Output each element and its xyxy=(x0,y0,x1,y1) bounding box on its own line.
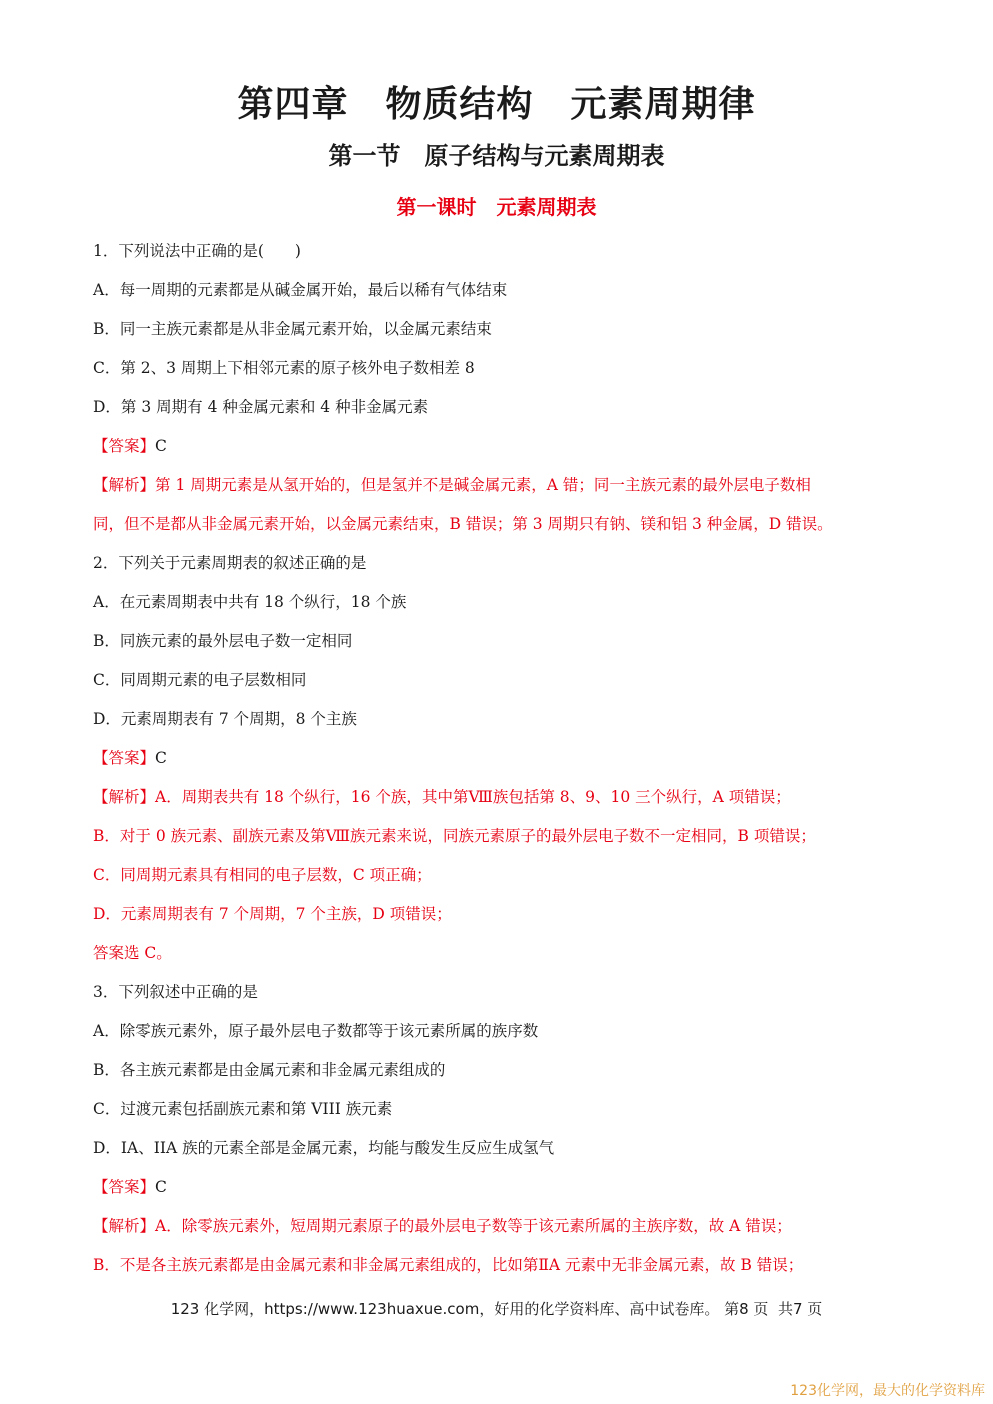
question-2-analysis-line-1 xyxy=(93,787,913,807)
question-1-option-d: D．第 3 周期有 4 种金属元素和 4 种非金属元素 xyxy=(93,398,429,416)
question-3-option-b: B．各主族元素都是由金属元素和非金属元素组成的 xyxy=(93,1061,446,1079)
chapter-title: 第四章 物质结构 元素周期律 xyxy=(237,84,756,125)
question-3-analysis-line-1 xyxy=(93,1216,913,1236)
question-2-analysis-line-3: C．同周期元素具有相同的电子层数，C 项正确； xyxy=(93,866,432,884)
question-2-option-a: A．在元素周期表中共有 18 个纵行，18 个族 xyxy=(93,593,407,611)
question-2-analysis-line-4: D．元素周期表有 7 个周期，7 个主族，D 项错误； xyxy=(93,905,452,923)
question-1-analysis-line-1 xyxy=(93,475,913,495)
section-title: 第一节 原子结构与元素周期表 xyxy=(328,142,665,170)
question-3-option-a: A．除零族元素外，原子最外层电子数都等于该元素所属的族序数 xyxy=(93,1022,539,1040)
answer-value: C xyxy=(155,1178,167,1196)
analysis-text: 第 1 周期元素是从氢开始的，但是氢并不是碱金属元素，A 错；同一主族元素的最外层电子数相 xyxy=(155,476,811,494)
analysis-text: A．周期表共有 18 个纵行，16 个族，其中第Ⅷ族包括第 8、9、10 三个纵行，A 项错误； xyxy=(155,788,791,806)
answer-tag: 【答案】 xyxy=(93,1178,156,1196)
answer-tag: 【答案】 xyxy=(93,437,156,455)
answer-value: C xyxy=(155,437,167,455)
question-2-conclusion: 答案选 C。 xyxy=(93,944,172,962)
question-2-answer xyxy=(93,748,913,768)
page-footer: 123 化学网，https://www.123huaxue.com，好用的化学资料库、高中试卷库。 第8 页 共7 页 xyxy=(170,1300,823,1318)
question-1-stem: 1．下列说法中正确的是( ) xyxy=(93,242,301,260)
analysis-text: A．除零族元素外，短周期元素原子的最外层电子数等于该元素所属的主族序数，故 A 错误； xyxy=(155,1217,792,1235)
lesson-title: 第一课时 元素周期表 xyxy=(396,195,597,219)
question-2-option-b: B．同族元素的最外层电子数一定相同 xyxy=(93,632,353,650)
question-2-option-c: C．同周期元素的电子层数相同 xyxy=(93,671,307,689)
answer-tag: 【答案】 xyxy=(93,749,156,767)
question-1-option-a: A．每一周期的元素都是从碱金属开始，最后以稀有气体结束 xyxy=(93,281,508,299)
question-2-stem: 2．下列关于元素周期表的叙述正确的是 xyxy=(93,554,367,572)
watermark: 123化学网，最大的化学资料库 xyxy=(790,1383,985,1399)
question-1-option-c: C．第 2、3 周期上下相邻元素的原子核外电子数相差 8 xyxy=(93,359,475,377)
question-3-option-c: C．过渡元素包括副族元素和第 VIII 族元素 xyxy=(93,1100,393,1118)
question-3-analysis-line-2: B．不是各主族元素都是由金属元素和非金属元素组成的，比如第ⅡA 元素中无非金属元素，故 B 错误； xyxy=(93,1256,804,1274)
answer-value: C xyxy=(155,749,167,767)
analysis-tag: 【解析】 xyxy=(93,788,156,806)
question-1-analysis-line-2: 同，但不是都从非金属元素开始，以金属元素结束，B 错误；第 3 周期只有钠、镁和铝 3 种金属，D 错误。 xyxy=(93,515,833,533)
question-2-option-d: D．元素周期表有 7 个周期，8 个主族 xyxy=(93,710,357,728)
question-1-option-b: B．同一主族元素都是从非金属元素开始，以金属元素结束 xyxy=(93,320,492,338)
question-3-answer xyxy=(93,1177,913,1197)
question-2-analysis-line-2: B．对于 0 族元素、副族元素及第Ⅷ族元素来说，同族元素原子的最外层电子数不一定相同，B 项错误； xyxy=(93,827,816,845)
question-3-option-d: D．IA、IIA 族的元素全部是金属元素，均能与酸发生反应生成氢气 xyxy=(93,1139,555,1157)
analysis-tag: 【解析】 xyxy=(93,1217,156,1235)
question-1-answer xyxy=(93,436,913,456)
analysis-tag: 【解析】 xyxy=(93,476,156,494)
question-3-stem: 3．下列叙述中正确的是 xyxy=(93,983,258,1001)
